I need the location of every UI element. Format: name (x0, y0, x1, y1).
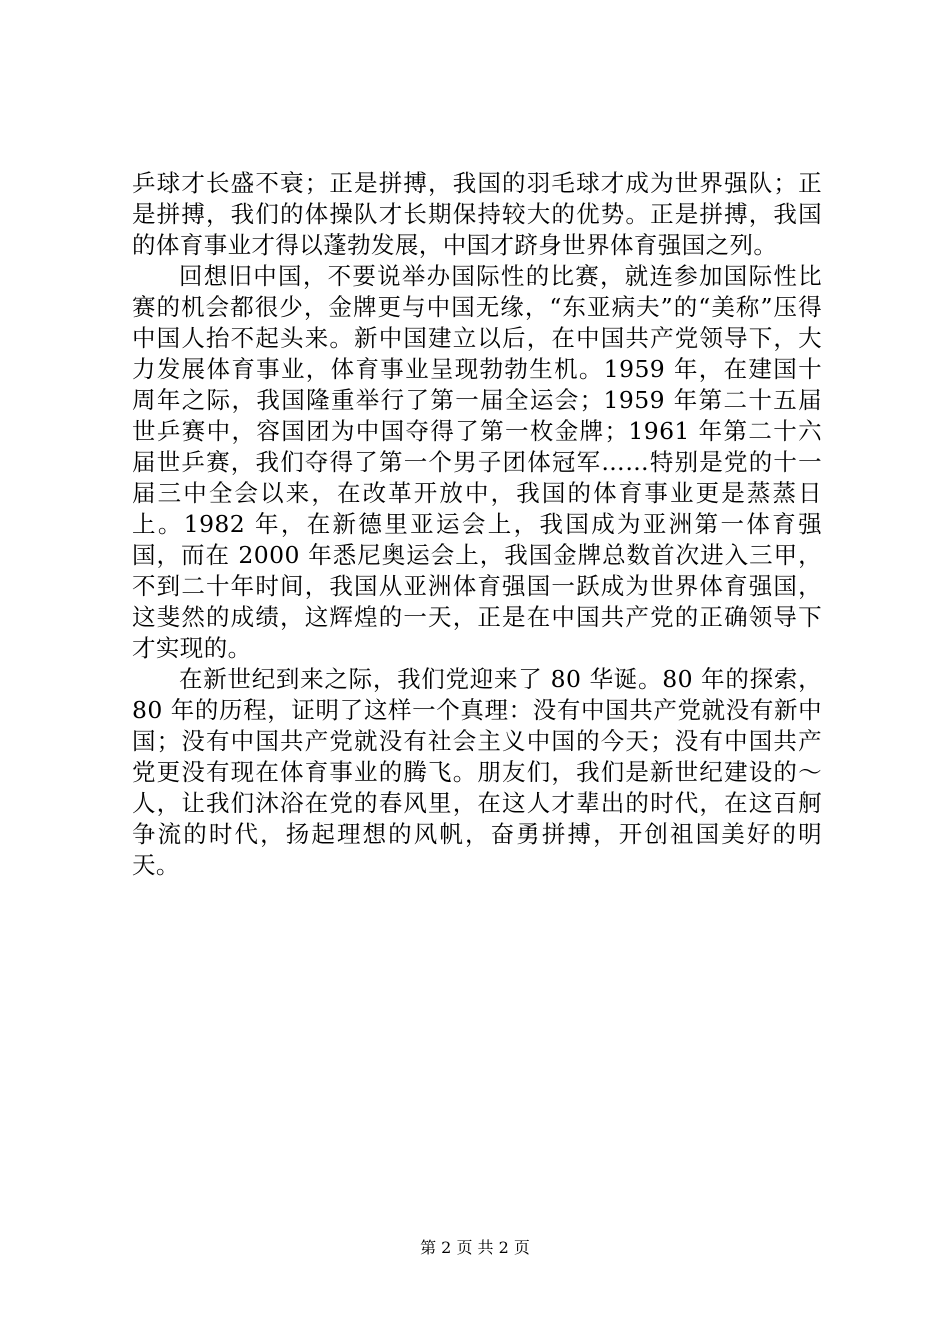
body-text (132, 168, 822, 881)
page-number-footer: 第 2 页 共 2 页 (420, 1238, 530, 1257)
paragraph-3: 在新世纪到来之际，我们党迎来了 80 华诞。80 年的探索，80 年的历程，证明了这样一个真理：没有中国共产党就没有新中国；没有中国共产党就没有社会主义中国的今天；没有中国共产党更没有现在体育事业的腾飞。朋友们，我们是新世纪建设的～人，让我们沐浴在党的春风里，在这人才辈出的时代，在这百舸争流的时代，扬起理想的风帆，奋勇拼搏，开创祖国美好的明天。 (132, 665, 822, 879)
paragraph-1: 乒球才长盛不衰；正是拼搏，我国的羽毛球才成为世界强队；正是拼搏，我们的体操队才长期保持较大的优势。正是拼搏，我国的体育事业才得以蓬勃发展，中国才跻身世界体育强国之列。 (132, 169, 822, 259)
paragraph-2: 回想旧中国，不要说举办国际性的比赛，就连参加国际性比赛的机会都很少，金牌更与中国无缘，“东亚病夫”的“美称”压得中国人抬不起头来。新中国建立以后，在中国共产党领导下，大力发展体育事业，体育事业呈现勃勃生机。1959 年，在建国十周年之际，我国隆重举行了第一届全运会；1959 年第二十五届世乒赛中，容国团为中国夺得了第一枚金牌；1961 年第二十六届世乒赛，我们夺得了第一个男子团体冠军……特别是党的十一届三中全会以来，在改革开放中，我国的体育事业更是蒸蒸日上。1982 年，在新德里亚运会上，我国成为亚洲第一体育强国，而在 2000 年悉尼奥运会上，我国金牌总数首次进入三甲，不到二十年时间，我国从亚洲体育强国一跃成为世界体育强国，这斐然的成绩，这辉煌的一天，正是在中国共产党的正确领导下才实现的。 (132, 262, 822, 662)
